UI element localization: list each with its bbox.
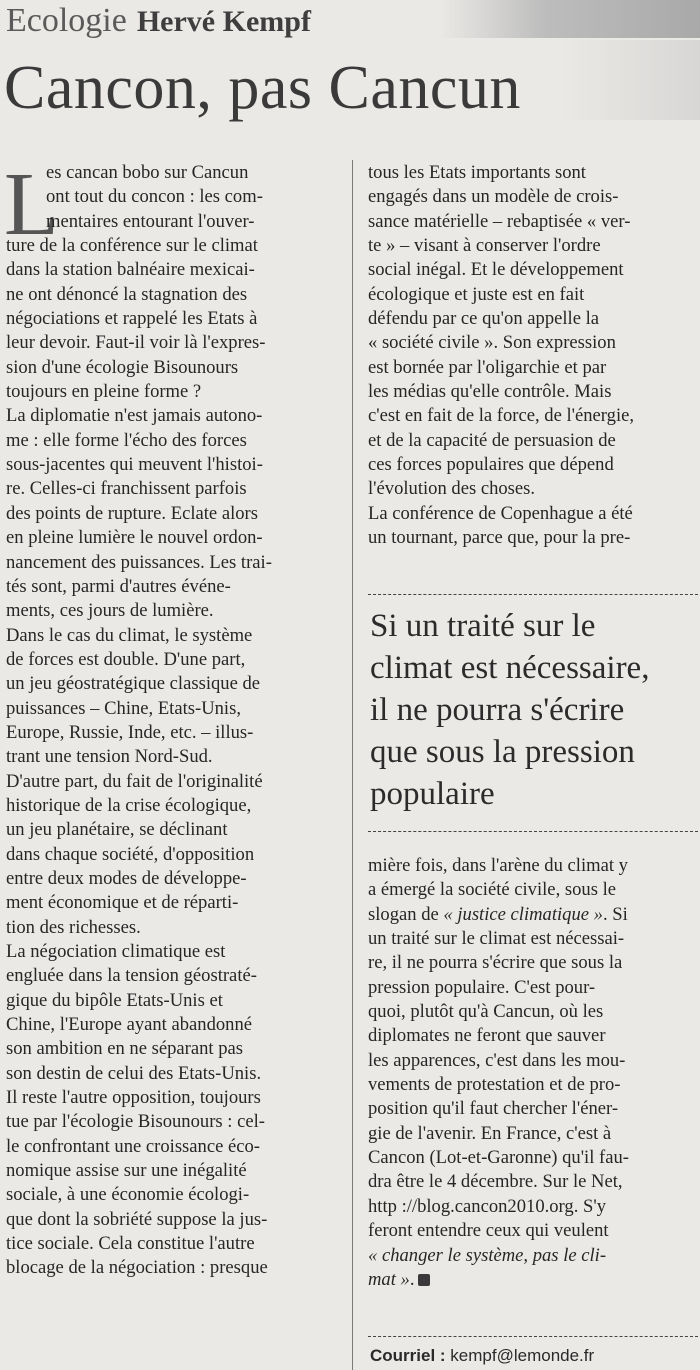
text-line: mentaires entourant l'ouver- bbox=[46, 210, 255, 232]
pull-quote-bottom-rule bbox=[368, 831, 698, 832]
text-line: « société civile ». Son expression bbox=[368, 332, 616, 354]
text-line: Dans le cas du climat, le système bbox=[6, 624, 253, 646]
text-line: trant une tension Nord-Sud. bbox=[6, 746, 213, 768]
text-line: ments, ces jours de lumière. bbox=[6, 600, 214, 622]
pull-quote bbox=[370, 605, 700, 815]
text-line: son ambition en ne séparant pas bbox=[6, 1038, 244, 1060]
text-span: . Si bbox=[602, 903, 628, 925]
rubric-label: Ecologie bbox=[6, 2, 127, 39]
text-line: pression populaire. C'est pour- bbox=[368, 976, 596, 998]
text-line: mière fois, dans l'arène du climat y bbox=[368, 855, 628, 876]
text-line: Il reste l'autre opposition, toujours bbox=[6, 1087, 261, 1109]
text-line: historique de la crise écologique, bbox=[6, 794, 252, 816]
text-line: un jeu géostratégique classique de bbox=[6, 673, 261, 695]
text-line: le confrontant une croissance éco- bbox=[6, 1135, 260, 1157]
text-line: Chine, l'Europe ayant abandonné bbox=[6, 1014, 253, 1036]
text-line: La conférence de Copenhague a été bbox=[368, 502, 633, 524]
text-line: dans chaque société, d'opposition bbox=[6, 843, 255, 865]
right-column-middle bbox=[368, 927, 698, 1170]
text-line: engluée dans la tension géostraté- bbox=[6, 965, 257, 987]
pull-quote-line: que sous la pression bbox=[370, 734, 635, 770]
italic-quote: mat » bbox=[368, 1268, 410, 1290]
text-line: La diplomatie n'est jamais autono- bbox=[6, 405, 263, 427]
text-line: est bornée par l'oligarchie et par bbox=[368, 356, 607, 378]
text-line: tion des richesses. bbox=[6, 916, 141, 938]
text-line: blocage de la négociation : presque bbox=[6, 1257, 268, 1279]
text-line: sous-jacentes qui meuvent l'histoi- bbox=[6, 454, 263, 476]
text-line: D'autre part, du fait de l'originalité bbox=[6, 770, 263, 792]
text-line: es cancan bobo sur Cancun bbox=[46, 162, 249, 183]
author-name: Hervé Kempf bbox=[136, 5, 311, 38]
pull-quote-top-rule bbox=[368, 594, 698, 595]
text-span: slogan de bbox=[368, 903, 444, 925]
text-line: Cancon (Lot-et-Garonne) qu'il fau- bbox=[368, 1147, 629, 1169]
courriel-rule bbox=[368, 1336, 698, 1337]
text-line: position qu'il faut chercher l'éner- bbox=[368, 1098, 619, 1120]
text-line: sociale, à une économie écologi- bbox=[6, 1184, 250, 1206]
text-line bbox=[368, 1268, 698, 1292]
text-line: gique du bipôle Etats-Unis et bbox=[6, 989, 223, 1011]
text-line: ont tout du concon : les com- bbox=[46, 186, 263, 208]
text-line: ture de la conférence sur le climat bbox=[6, 235, 258, 257]
text-line: social inégal. Et le développement bbox=[368, 259, 624, 281]
text-line: dans la station balnéaire mexicai- bbox=[6, 259, 255, 281]
article-headline: Cancon, pas Cancun bbox=[4, 54, 521, 122]
text-line: quoi, plutôt qu'à Cancun, où les bbox=[368, 1001, 604, 1023]
text-line: feront entendre ceux qui veulent bbox=[368, 1220, 609, 1242]
text-line: toujours en pleine forme ? bbox=[6, 381, 202, 403]
text-line: gie de l'avenir. En France, c'est à bbox=[368, 1122, 612, 1144]
text-line: son destin de celui des Etats-Unis. bbox=[6, 1062, 262, 1084]
text-line: ment économique et de réparti- bbox=[6, 892, 239, 914]
right-column-bottom bbox=[368, 854, 698, 1292]
text-line: c'est en fait de la force, de l'énergie, bbox=[368, 405, 635, 427]
text-line: dra être le 4 décembre. Sur le Net, bbox=[368, 1171, 623, 1193]
text-line: ne ont dénoncé la stagnation des bbox=[6, 283, 248, 305]
text-line: un jeu planétaire, se déclinant bbox=[6, 819, 228, 841]
text-line: me : elle forme l'écho des forces bbox=[6, 429, 247, 451]
text-line: re, il ne pourra s'écrire que sous la bbox=[368, 952, 623, 974]
courriel-line bbox=[370, 1346, 594, 1366]
text-line: tés sont, parmi d'autres événe- bbox=[6, 575, 231, 597]
text-line: tue par l'écologie Bisounours : cel- bbox=[6, 1111, 265, 1133]
left-column bbox=[4, 155, 336, 1281]
text-line: re. Celles-ci franchissent parfois bbox=[6, 478, 247, 500]
text-line: te » – visant à conserver l'ordre bbox=[368, 235, 601, 257]
text-line bbox=[368, 1244, 698, 1268]
bleed-through-shadow bbox=[440, 0, 700, 38]
text-line: http ://blog.cancon2010.org. S'y bbox=[368, 1195, 606, 1217]
text-line: défendu par ce qu'on appelle la bbox=[368, 308, 600, 330]
text-span: . bbox=[409, 1268, 415, 1290]
text-line: de forces est double. D'une part, bbox=[6, 648, 246, 670]
pull-quote-line: Si un traité sur le bbox=[370, 608, 596, 644]
column-divider bbox=[352, 160, 353, 1370]
text-line: sion d'une écologie Bisounours bbox=[6, 356, 239, 378]
text-line: vements de protestation et de pro- bbox=[368, 1074, 621, 1096]
text-line: nancement des puissances. Les trai- bbox=[6, 551, 272, 573]
text-line: tice sociale. Cela constitue l'autre bbox=[6, 1233, 255, 1255]
text-line: diplomates ne feront que sauver bbox=[368, 1025, 606, 1047]
italic-quote: « changer le système, pas le cli- bbox=[368, 1244, 607, 1266]
drop-cap: L bbox=[4, 155, 59, 254]
text-line: négociations et rappelé les Etats à bbox=[6, 308, 258, 330]
text-line: les médias qu'elle contrôle. Mais bbox=[368, 381, 612, 403]
right-column-top bbox=[368, 161, 698, 551]
pull-quote-line: climat est nécessaire, bbox=[370, 650, 650, 686]
text-line: que dont la sobriété suppose la jus- bbox=[6, 1208, 268, 1230]
text-line: les apparences, c'est dans les mou- bbox=[368, 1049, 626, 1071]
text-line: leur devoir. Faut-il voir là l'expres- bbox=[6, 332, 266, 354]
text-line: La négociation climatique est bbox=[6, 941, 226, 962]
text-line: ces forces populaires que dépend bbox=[368, 454, 614, 476]
text-line: et de la capacité de persuasion de bbox=[368, 429, 616, 451]
courriel-label: Courriel : bbox=[370, 1346, 446, 1365]
text-line: tous les Etats importants sont bbox=[368, 162, 586, 183]
text-line: écologique et juste est en fait bbox=[368, 283, 585, 305]
text-line: engagés dans un modèle de crois- bbox=[368, 186, 619, 208]
text-line: l'évolution des choses. bbox=[368, 478, 536, 500]
italic-slogan: « justice climatique » bbox=[443, 903, 603, 925]
article-header bbox=[6, 2, 311, 42]
text-line: un traité sur le climat est nécessai- bbox=[368, 928, 625, 950]
pull-quote-line: populaire bbox=[370, 776, 495, 812]
courriel-email: kempf@lemonde.fr bbox=[450, 1346, 595, 1365]
text-line: un tournant, parce que, pour la pre- bbox=[368, 527, 631, 549]
text-line: en pleine lumière le nouvel ordon- bbox=[6, 527, 263, 549]
text-line bbox=[368, 903, 698, 927]
text-line: nomique assise sur une inégalité bbox=[6, 1160, 247, 1182]
text-line: entre deux modes de développe- bbox=[6, 867, 247, 889]
text-line: sance matérielle – rebaptisée « ver- bbox=[368, 210, 631, 232]
pull-quote-line: il ne pourra s'écrire bbox=[370, 692, 625, 728]
text-line: des points de rupture. Eclate alors bbox=[6, 502, 258, 524]
text-line: a émergé la société civile, sous le bbox=[368, 879, 616, 901]
end-of-article-icon bbox=[418, 1274, 430, 1286]
text-line: puissances – Chine, Etats-Unis, bbox=[6, 697, 241, 719]
text-line: Europe, Russie, Inde, etc. – illus- bbox=[6, 721, 254, 743]
